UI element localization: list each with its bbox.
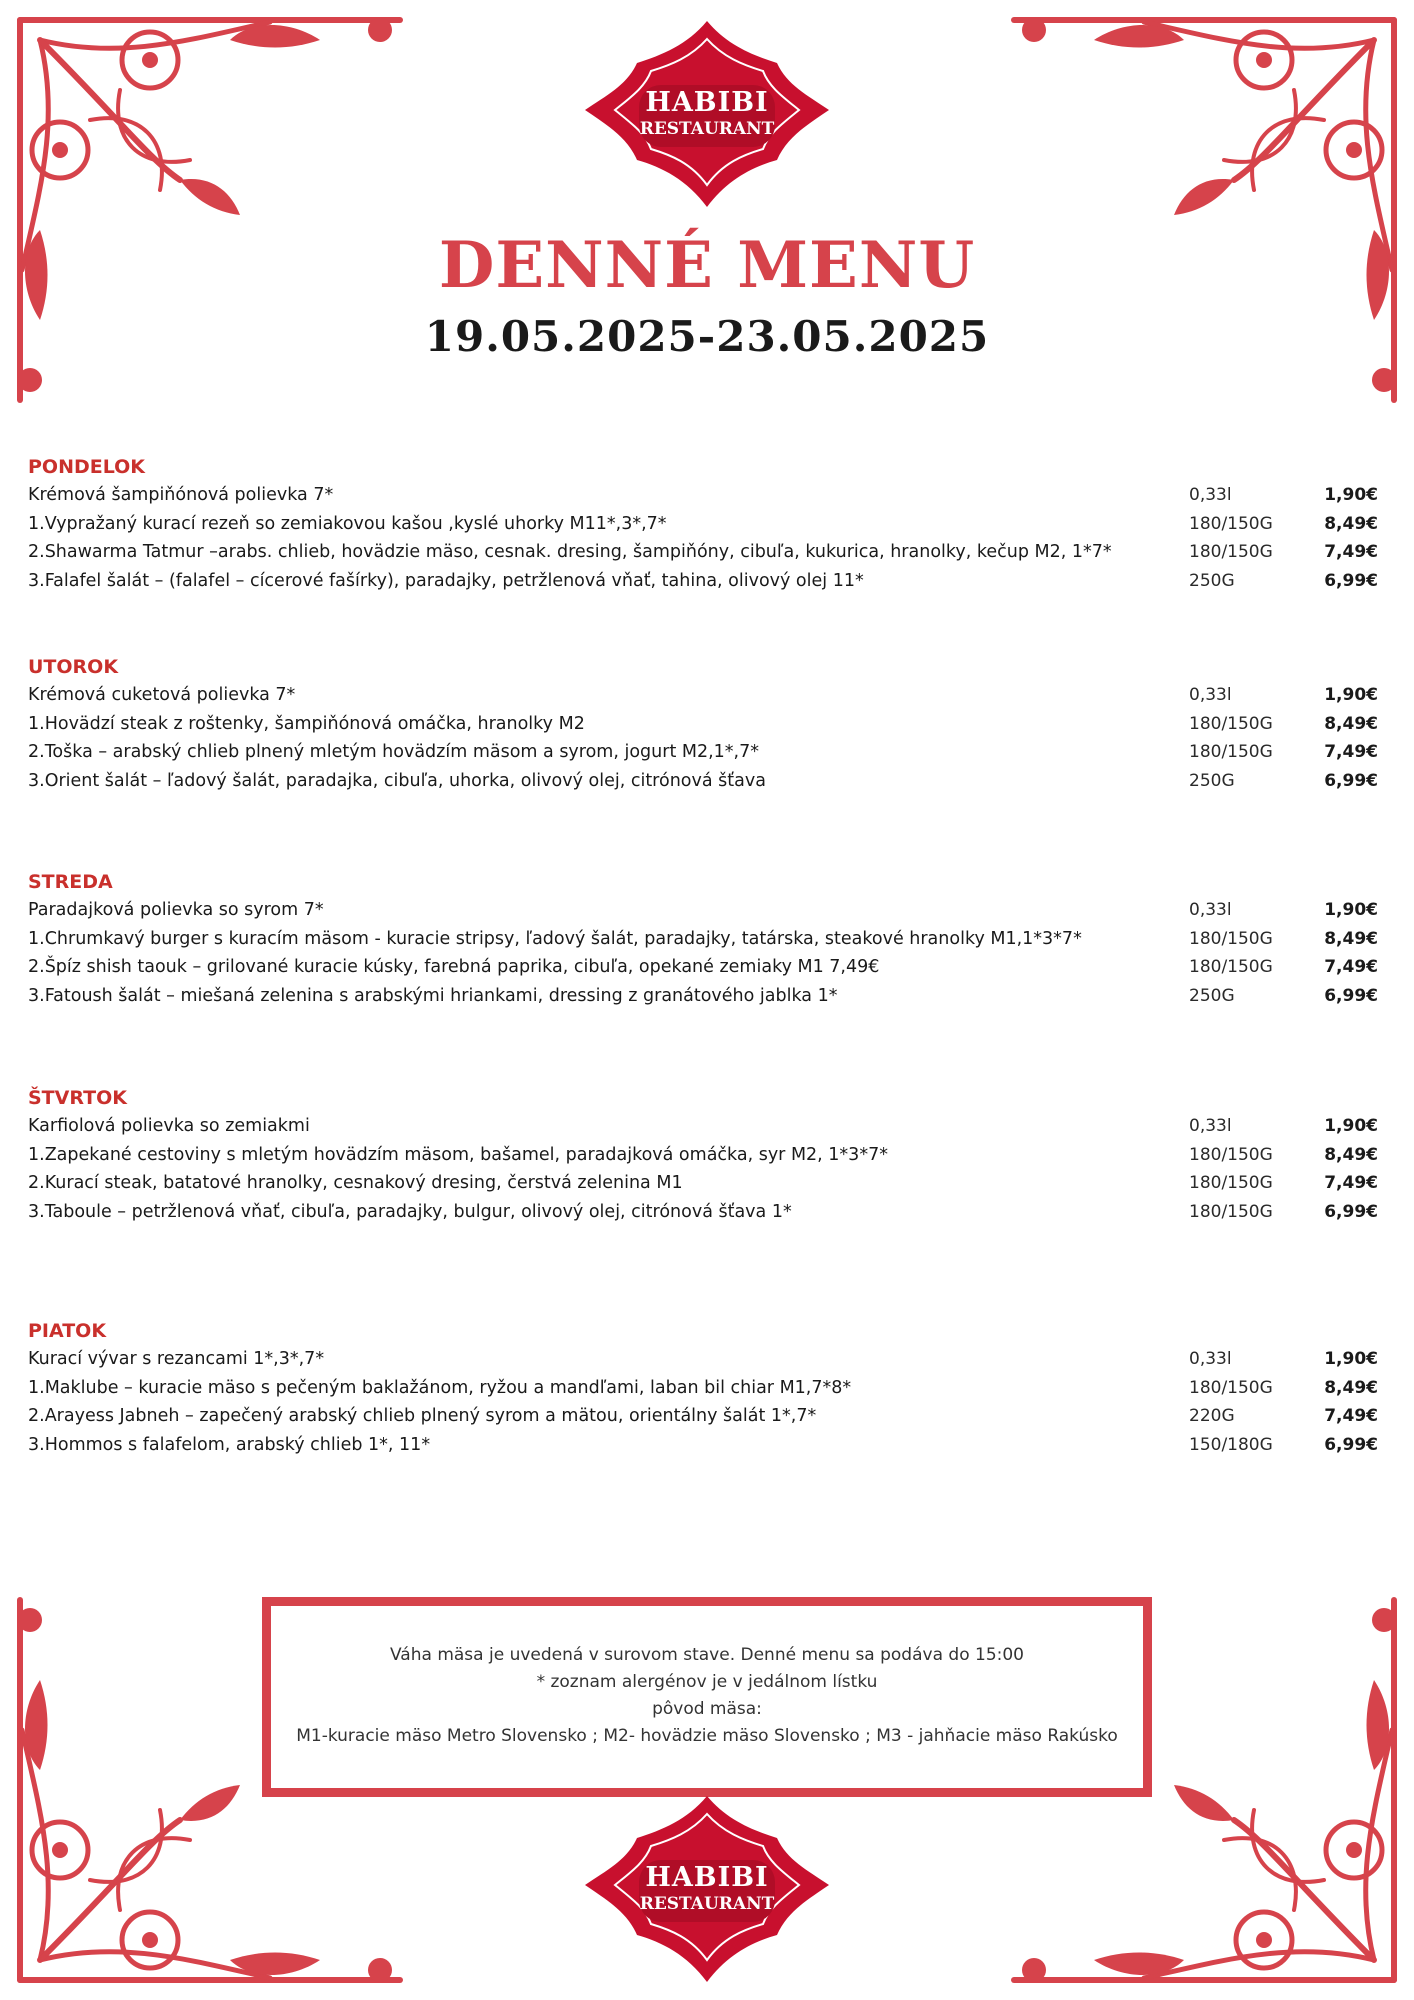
item-price: 6,99€: [1324, 1434, 1378, 1455]
note-line: Váha mäsa je uvedená v surovom stave. Denné menu sa podáva do 15:00: [390, 1645, 1024, 1665]
menu-item: [28, 1345, 1388, 1374]
item-weight: 250G: [1189, 770, 1235, 791]
item-description: 3.Orient šalát – ľadový šalát, paradajka, cibuľa, uhorka, olivový olej, citrónová šťava: [28, 770, 766, 791]
item-description: 3.Falafel šalát – (falafel – cícerové fašírky), paradajky, petržlenová vňať, tahina, olivový olej 11*: [28, 570, 864, 591]
item-weight: 250G: [1189, 985, 1235, 1006]
day-section-friday: [28, 1317, 1388, 1459]
item-description: 2.Kurací steak, batatové hranolky, cesnakový dresing, čerstvá zelenina M1: [28, 1173, 683, 1193]
day-section-wednesday: [28, 868, 1388, 1010]
item-description: 1.Zapekané cestoviny s mletým hovädzím mäsom, bašamel, paradajková omáčka, syr M2, 1*3*7*: [28, 1144, 888, 1165]
restaurant-logo-bottom: [577, 1790, 837, 1990]
day-heading: PONDELOK: [28, 456, 146, 478]
item-description: 2.Špíz shish taouk – grilované kuracie kúsky, farebná paprika, cibuľa, opekané zemiaky M1 7,49€: [28, 957, 880, 977]
item-price: 1,90€: [1324, 1349, 1378, 1369]
item-price: 7,49€: [1324, 742, 1378, 762]
menu-item: [28, 1112, 1388, 1141]
item-price: 8,49€: [1324, 1377, 1378, 1398]
item-description: 2.Toška – arabský chlieb plnený mletým hovädzím mäsom a syrom, jogurt M2,1*,7*: [28, 742, 759, 762]
item-weight: 0,33l: [1189, 485, 1232, 505]
item-description: 3.Taboule – petržlenová vňať, cibuľa, paradajky, bulgur, olivový olej, citrónová šťava 1*: [28, 1201, 792, 1222]
item-price: 7,49€: [1324, 542, 1378, 562]
menu-item: [28, 1198, 1388, 1227]
item-weight: 150/180G: [1189, 1434, 1273, 1455]
logo-line-1: HABIBI: [645, 87, 769, 118]
item-weight: 0,33l: [1189, 1116, 1232, 1136]
item-price: 7,49€: [1324, 957, 1378, 977]
logo-line-1: HABIBI: [645, 1862, 769, 1893]
menu-item: [28, 510, 1388, 539]
item-description: 3.Hommos s falafelom, arabský chlieb 1*, 11*: [28, 1434, 431, 1455]
corner-ornament-top-left: [0, 0, 430, 430]
item-weight: 0,33l: [1189, 1349, 1232, 1369]
day-heading: UTOROK: [28, 656, 119, 678]
menu-item: [28, 953, 1388, 982]
menu-item: [28, 738, 1388, 767]
menu-item: [28, 982, 1388, 1011]
item-description: 2.Shawarma Tatmur –arabs. chlieb, hovädzie mäso, cesnak. dresing, šampiňóny, cibuľa, kukurica, hranolky, kečup M2, 1*7*: [28, 542, 1112, 562]
item-price: 6,99€: [1324, 770, 1378, 791]
item-price: 6,99€: [1324, 1201, 1378, 1222]
menu-item: [28, 567, 1388, 596]
menu-item: [28, 1402, 1388, 1431]
day-section-monday: [28, 453, 1388, 595]
day-heading: STREDA: [28, 871, 113, 893]
item-description: 2.Arayess Jabneh – zapečený arabský chlieb plnený syrom a mätou, orientálny šalát 1*,7*: [28, 1406, 817, 1426]
item-weight: 180/150G: [1189, 1173, 1273, 1193]
page-title: DENNÉ MENU: [438, 228, 976, 303]
menu-item: [28, 481, 1388, 510]
item-price: 6,99€: [1324, 570, 1378, 591]
menu-item: [28, 767, 1388, 796]
menu-item: [28, 896, 1388, 925]
item-description: Karfiolová polievka so zemiakmi: [28, 1116, 310, 1136]
item-description: Paradajková polievka so syrom 7*: [28, 900, 324, 920]
item-weight: 180/150G: [1189, 1201, 1273, 1222]
item-description: Krémová šampiňónová polievka 7*: [28, 485, 334, 505]
item-weight: 180/150G: [1189, 1144, 1273, 1165]
item-weight: 180/150G: [1189, 513, 1273, 534]
menu-item: [28, 1374, 1388, 1403]
item-price: 8,49€: [1324, 928, 1378, 949]
item-price: 8,49€: [1324, 713, 1378, 734]
logo-line-2: RESTAURANT: [639, 119, 775, 139]
info-notice-box: [262, 1597, 1152, 1797]
menu-item: [28, 710, 1388, 739]
item-price: 8,49€: [1324, 513, 1378, 534]
item-weight: 180/150G: [1189, 542, 1273, 562]
item-price: 7,49€: [1324, 1406, 1378, 1426]
note-line: * zoznam alergénov je v jedálnom lístku: [536, 1672, 878, 1692]
menu-item: [28, 1141, 1388, 1170]
day-section-thursday: [28, 1084, 1388, 1226]
note-line: pôvod mäsa:: [652, 1699, 762, 1719]
item-weight: 250G: [1189, 570, 1235, 591]
item-description: 1.Chrumkavý burger s kuracím mäsom - kuracie stripsy, ľadový šalát, paradajky, tatárska, steakové hranolky M1,1*3*7*: [28, 928, 1082, 949]
item-price: 7,49€: [1324, 1173, 1378, 1193]
item-weight: 180/150G: [1189, 713, 1273, 734]
item-description: 1.Vypražaný kurací rezeň so zemiakovou kašou ,kyslé uhorky M11*,3*,7*: [28, 513, 667, 534]
restaurant-logo: [577, 15, 837, 215]
corner-ornament-top-right: [984, 0, 1414, 430]
logo-line-2: RESTAURANT: [639, 1894, 775, 1914]
item-weight: 180/150G: [1189, 742, 1273, 762]
item-price: 6,99€: [1324, 985, 1378, 1006]
item-description: 1.Hovädzí steak z roštenky, šampiňónová omáčka, hranolky M2: [28, 713, 585, 734]
item-description: Kurací vývar s rezancami 1*,3*,7*: [28, 1349, 325, 1369]
item-description: 1.Maklube – kuracie mäso s pečeným baklažánom, ryžou a mandľami, laban bil chiar M1,7*8*: [28, 1377, 852, 1398]
note-line: M1-kuracie mäso Metro Slovensko ; M2- hovädzie mäso Slovensko ; M3 - jahňacie mäso Rakúsko: [296, 1726, 1118, 1746]
menu-item: [28, 1169, 1388, 1198]
item-description: 3.Fatoush šalát – miešaná zelenina s arabskými hriankami, dressing z granátového jablka 1*: [28, 985, 838, 1006]
day-section-tuesday: [28, 653, 1388, 795]
menu-item: [28, 1431, 1388, 1460]
item-weight: 180/150G: [1189, 957, 1273, 977]
item-price: 8,49€: [1324, 1144, 1378, 1165]
item-description: Krémová cuketová polievka 7*: [28, 685, 296, 705]
item-price: 1,90€: [1324, 900, 1378, 920]
menu-item: [28, 925, 1388, 954]
item-price: 1,90€: [1324, 1116, 1378, 1136]
menu-date-range: 19.05.2025-23.05.2025: [424, 312, 990, 361]
item-weight: 180/150G: [1189, 1377, 1273, 1398]
menu-item: [28, 538, 1388, 567]
day-heading: PIATOK: [28, 1320, 107, 1342]
item-weight: 0,33l: [1189, 685, 1232, 705]
item-weight: 220G: [1189, 1406, 1235, 1426]
item-price: 1,90€: [1324, 485, 1378, 505]
item-weight: 0,33l: [1189, 900, 1232, 920]
day-heading: ŠTVRTOK: [28, 1087, 127, 1109]
item-weight: 180/150G: [1189, 928, 1273, 949]
item-price: 1,90€: [1324, 685, 1378, 705]
menu-item: [28, 681, 1388, 710]
